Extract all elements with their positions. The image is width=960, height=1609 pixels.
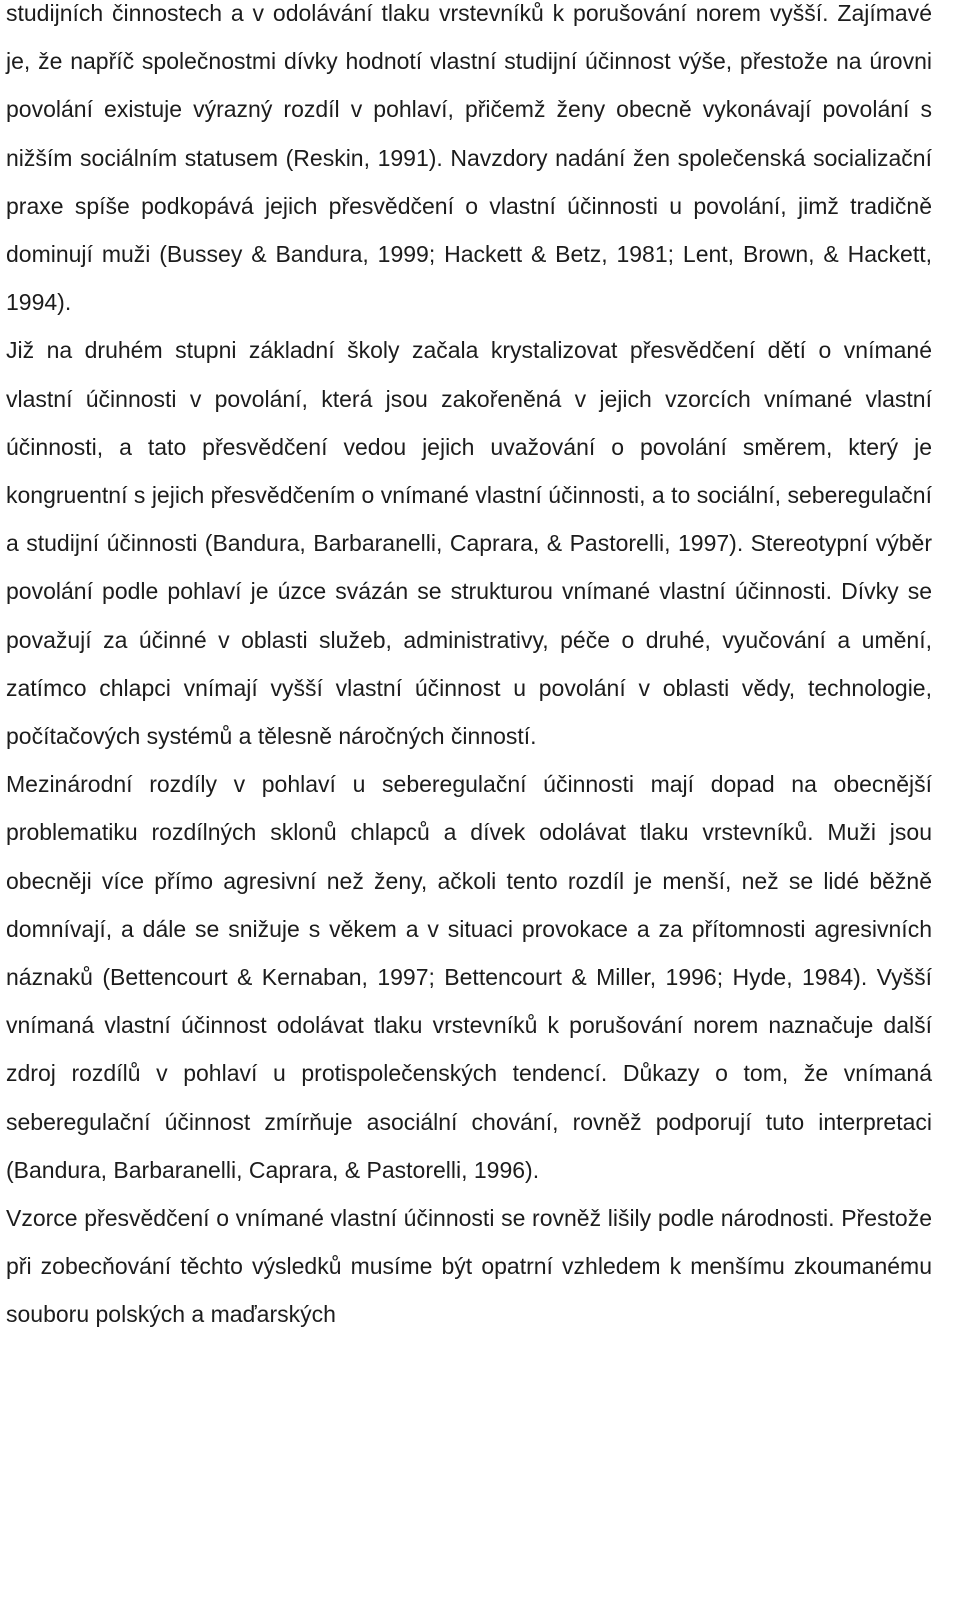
paragraph-nationality-patterns: Vzorce přesvědčení o vnímané vlastní účinnosti se rovněž lišily podle národnosti. Přestože při zobecňování těchto výsledků musíme být opatrní vzhledem k menšímu zkoumanému souboru polských a maďarských <box>6 1205 932 1328</box>
paragraph-peer-pressure: studijních činnostech a v odolávání tlaku vrstevníků k porušování norem vyšší. Zajímavé je, že napříč společnostmi dívky hodnotí vlastní studijní účinnost výše, přestože na úrovni povolání existuje výrazný rozdíl v pohlaví, přičemž ženy obecně vykonávají povolání s nižším sociálním statusem (Reskin, 1991). Navzdory nadání žen společenská socializační praxe spíše podkopává jejich přesvědčení o vlastní účinnosti u povolání, jimž tradičně dominují muži (Bussey & Bandura, 1999; Hackett & Betz, 1981; Lent, Brown, & Hackett, 1994). <box>6 0 932 316</box>
document-page <box>6 0 932 1339</box>
paragraph-occupational-efficacy: Již na druhém stupni základní školy začala krystalizovat přesvědčení dětí o vnímané vlastní účinnosti v povolání, která jsou zakořeněná v jejich vzorcích vnímané vlastní účinnosti, a tato přesvědčení vedou jejich uvažování o povolání směrem, který je kongruentní s jejich přesvědčením o vnímané vlastní účinnosti, a to sociální, seberegulační a studijní účinnosti (Bandura, Barbaranelli, Caprara, & Pastorelli, 1997). Stereotypní výběr povolání podle pohlaví je úzce svázán se strukturou vnímané vlastní účinnosti. Dívky se považují za účinné v oblasti služeb, administrativy, péče o druhé, vyučování a umění, zatímco chlapci vnímají vyšší vlastní účinnost u povolání v oblasti vědy, technologie, počítačových systémů a tělesně náročných činností. <box>6 337 932 750</box>
paragraph-self-regulatory-efficacy: Mezinárodní rozdíly v pohlaví u seberegulační účinnosti mají dopad na obecnější problematiku rozdílných sklonů chlapců a dívek odolávat tlaku vrstevníků. Muži jsou obecněji více přímo agresivní než ženy, ačkoli tento rozdíl je menší, než se lidé běžně domnívají, a dále se snižuje s věkem a v situaci provokace a za přítomnosti agresivních náznaků (Bettencourt & Kernaban, 1997; Bettencourt & Miller, 1996; Hyde, 1984). Vyšší vnímaná vlastní účinnost odolávat tlaku vrstevníků k porušování norem naznačuje další zdroj rozdílů v pohlaví u protispolečenských tendencí. Důkazy o tom, že vnímaná seberegulační účinnost zmírňuje asociální chování, rovněž podporují tuto interpretaci (Bandura, Barbaranelli, Caprara, & Pastorelli, 1996). <box>6 771 932 1183</box>
